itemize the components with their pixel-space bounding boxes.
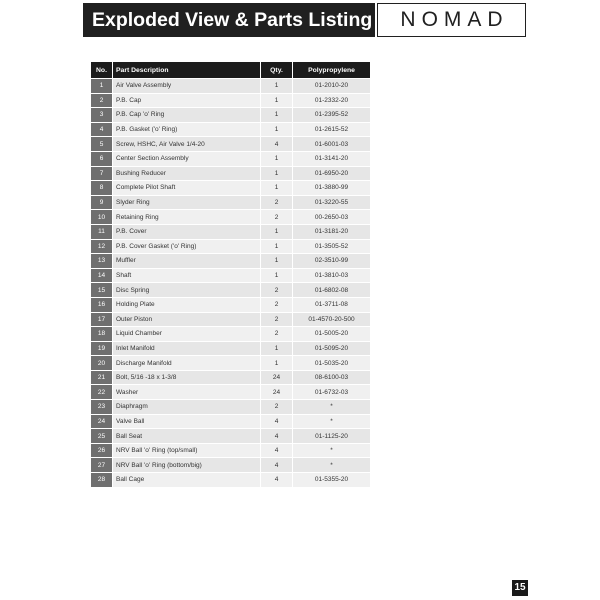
part-polypropylene-cell: * <box>293 400 371 415</box>
part-description-cell: Discharge Manifold <box>113 356 261 371</box>
part-number-cell: 16 <box>91 297 113 312</box>
part-number-cell: 7 <box>91 166 113 181</box>
part-polypropylene-cell: 01-3141-20 <box>293 151 371 166</box>
part-number-cell: 18 <box>91 327 113 342</box>
table-row <box>91 473 371 488</box>
table-row <box>91 370 371 385</box>
part-number-cell: 11 <box>91 224 113 239</box>
column-header-no: No. <box>91 62 113 79</box>
part-qty-cell: 1 <box>261 341 293 356</box>
part-description-cell: Shaft <box>113 268 261 283</box>
part-qty-cell: 2 <box>261 312 293 327</box>
part-polypropylene-cell: 01-3220-55 <box>293 195 371 210</box>
column-header-description: Part Description <box>113 62 261 79</box>
part-qty-cell: 1 <box>261 356 293 371</box>
part-polypropylene-cell: 01-1125-20 <box>293 429 371 444</box>
part-description-cell: Disc Spring <box>113 283 261 298</box>
part-qty-cell: 2 <box>261 210 293 225</box>
part-polypropylene-cell: 01-3505-52 <box>293 239 371 254</box>
page-number: 15 <box>512 580 528 596</box>
table-row <box>91 341 371 356</box>
part-description-cell: Slyder Ring <box>113 195 261 210</box>
part-number-cell: 17 <box>91 312 113 327</box>
part-description-cell: P.B. Gasket ('o' Ring) <box>113 122 261 137</box>
part-polypropylene-cell: 01-2010-20 <box>293 79 371 94</box>
part-number-cell: 9 <box>91 195 113 210</box>
part-polypropylene-cell: 01-2332-20 <box>293 93 371 108</box>
table-row <box>91 268 371 283</box>
table-row <box>91 79 371 94</box>
part-number-cell: 28 <box>91 473 113 488</box>
part-qty-cell: 4 <box>261 458 293 473</box>
table-row <box>91 137 371 152</box>
part-number-cell: 4 <box>91 122 113 137</box>
table-row <box>91 443 371 458</box>
part-description-cell: Ball Seat <box>113 429 261 444</box>
part-qty-cell: 1 <box>261 93 293 108</box>
table-row <box>91 93 371 108</box>
part-number-cell: 6 <box>91 151 113 166</box>
part-description-cell: Valve Ball <box>113 414 261 429</box>
table-row <box>91 458 371 473</box>
part-description-cell: Complete Pilot Shaft <box>113 181 261 196</box>
part-description-cell: Retaining Ring <box>113 210 261 225</box>
part-number-cell: 14 <box>91 268 113 283</box>
part-qty-cell: 24 <box>261 370 293 385</box>
table-row <box>91 385 371 400</box>
column-header-polypropylene: Polypropylene <box>293 62 371 79</box>
part-polypropylene-cell: 01-5355-20 <box>293 473 371 488</box>
part-description-cell: P.B. Cover <box>113 224 261 239</box>
part-number-cell: 2 <box>91 93 113 108</box>
part-polypropylene-cell: 01-3880-99 <box>293 181 371 196</box>
part-qty-cell: 1 <box>261 79 293 94</box>
part-polypropylene-cell: 01-5095-20 <box>293 341 371 356</box>
part-number-cell: 12 <box>91 239 113 254</box>
table-row <box>91 166 371 181</box>
part-number-cell: 22 <box>91 385 113 400</box>
part-number-cell: 24 <box>91 414 113 429</box>
table-row <box>91 181 371 196</box>
part-qty-cell: 24 <box>261 385 293 400</box>
page-title: Exploded View & Parts Listing <box>83 3 375 37</box>
part-description-cell: Holding Plate <box>113 297 261 312</box>
part-description-cell: Bushing Reducer <box>113 166 261 181</box>
table-row <box>91 297 371 312</box>
part-polypropylene-cell: 01-4570-20-500 <box>293 312 371 327</box>
part-description-cell: Inlet Manifold <box>113 341 261 356</box>
part-polypropylene-cell: 00-2650-03 <box>293 210 371 225</box>
part-qty-cell: 2 <box>261 400 293 415</box>
part-number-cell: 13 <box>91 254 113 269</box>
table-row <box>91 254 371 269</box>
part-description-cell: Air Valve Assembly <box>113 79 261 94</box>
part-qty-cell: 1 <box>261 151 293 166</box>
part-polypropylene-cell: 02-3510-99 <box>293 254 371 269</box>
part-number-cell: 23 <box>91 400 113 415</box>
part-number-cell: 26 <box>91 443 113 458</box>
part-description-cell: Washer <box>113 385 261 400</box>
part-polypropylene-cell: 01-6001-03 <box>293 137 371 152</box>
part-qty-cell: 4 <box>261 137 293 152</box>
table-row <box>91 122 371 137</box>
part-qty-cell: 1 <box>261 181 293 196</box>
part-number-cell: 3 <box>91 108 113 123</box>
part-qty-cell: 1 <box>261 254 293 269</box>
part-number-cell: 20 <box>91 356 113 371</box>
page-header <box>83 3 526 37</box>
part-polypropylene-cell: 01-6802-08 <box>293 283 371 298</box>
part-qty-cell: 2 <box>261 327 293 342</box>
part-qty-cell: 2 <box>261 283 293 298</box>
table-row <box>91 429 371 444</box>
part-qty-cell: 1 <box>261 166 293 181</box>
part-polypropylene-cell: 01-5035-20 <box>293 356 371 371</box>
table-row <box>91 210 371 225</box>
part-qty-cell: 2 <box>261 297 293 312</box>
part-description-cell: NRV Ball 'o' Ring (bottom/big) <box>113 458 261 473</box>
part-qty-cell: 4 <box>261 443 293 458</box>
table-row <box>91 283 371 298</box>
part-polypropylene-cell: 01-2615-52 <box>293 122 371 137</box>
part-description-cell: P.B. Cap 'o' Ring <box>113 108 261 123</box>
part-polypropylene-cell: 01-6950-20 <box>293 166 371 181</box>
part-polypropylene-cell: 01-3181-20 <box>293 224 371 239</box>
part-polypropylene-cell: 01-3810-03 <box>293 268 371 283</box>
part-description-cell: Bolt, 5/16 -18 x 1-3/8 <box>113 370 261 385</box>
part-number-cell: 10 <box>91 210 113 225</box>
part-polypropylene-cell: 01-5005-20 <box>293 327 371 342</box>
part-number-cell: 21 <box>91 370 113 385</box>
part-qty-cell: 1 <box>261 239 293 254</box>
table-row <box>91 400 371 415</box>
part-polypropylene-cell: * <box>293 443 371 458</box>
part-description-cell: NRV Ball 'o' Ring (top/small) <box>113 443 261 458</box>
column-header-qty: Qty. <box>261 62 293 79</box>
part-polypropylene-cell: 01-2395-52 <box>293 108 371 123</box>
part-qty-cell: 4 <box>261 414 293 429</box>
part-polypropylene-cell: 08-6100-03 <box>293 370 371 385</box>
part-description-cell: Muffler <box>113 254 261 269</box>
part-number-cell: 19 <box>91 341 113 356</box>
part-description-cell: Screw, HSHC, Air Valve 1/4-20 <box>113 137 261 152</box>
part-number-cell: 1 <box>91 79 113 94</box>
table-row <box>91 356 371 371</box>
part-description-cell: Diaphragm <box>113 400 261 415</box>
table-header-row <box>91 62 371 79</box>
part-qty-cell: 1 <box>261 268 293 283</box>
table-row <box>91 108 371 123</box>
part-description-cell: P.B. Cover Gasket ('o' Ring) <box>113 239 261 254</box>
part-number-cell: 15 <box>91 283 113 298</box>
table-row <box>91 312 371 327</box>
part-qty-cell: 1 <box>261 224 293 239</box>
part-description-cell: Liquid Chamber <box>113 327 261 342</box>
part-number-cell: 27 <box>91 458 113 473</box>
part-polypropylene-cell: * <box>293 458 371 473</box>
parts-table-body <box>91 79 371 488</box>
part-description-cell: P.B. Cap <box>113 93 261 108</box>
part-qty-cell: 4 <box>261 429 293 444</box>
brand-logo: NOMAD <box>377 3 526 37</box>
table-row <box>91 239 371 254</box>
table-row <box>91 151 371 166</box>
table-row <box>91 224 371 239</box>
part-number-cell: 5 <box>91 137 113 152</box>
part-description-cell: Ball Cage <box>113 473 261 488</box>
part-number-cell: 8 <box>91 181 113 196</box>
table-row <box>91 414 371 429</box>
part-qty-cell: 2 <box>261 195 293 210</box>
table-row <box>91 327 371 342</box>
part-polypropylene-cell: 01-6732-03 <box>293 385 371 400</box>
part-description-cell: Center Section Assembly <box>113 151 261 166</box>
part-description-cell: Outer Piston <box>113 312 261 327</box>
part-qty-cell: 1 <box>261 122 293 137</box>
parts-table <box>90 61 371 488</box>
part-polypropylene-cell: 01-3711-08 <box>293 297 371 312</box>
part-qty-cell: 4 <box>261 473 293 488</box>
part-qty-cell: 1 <box>261 108 293 123</box>
part-number-cell: 25 <box>91 429 113 444</box>
part-polypropylene-cell: * <box>293 414 371 429</box>
table-row <box>91 195 371 210</box>
